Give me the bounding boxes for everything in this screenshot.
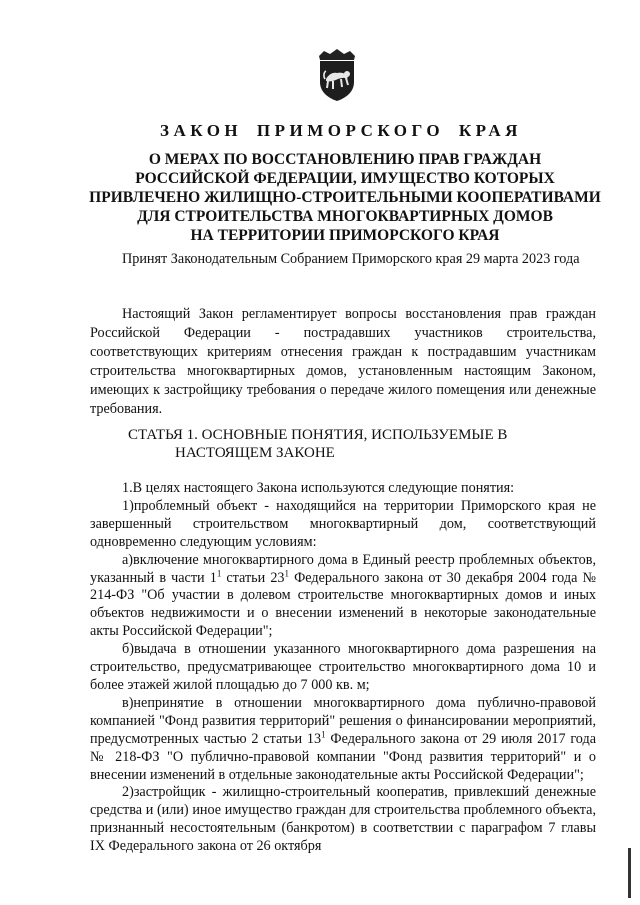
article-1-heading [128,426,528,462]
primorsky-krai-coat-of-arms-icon [316,48,358,102]
clause-1: 1.В целях настоящего Закона используются следующие понятия: [122,480,515,496]
article-1-body [90,480,596,856]
law-title: ЗАКОН ПРИМОРСКОГО КРАЯ [160,121,522,140]
subject-line: ДЛЯ СТРОИТЕЛЬСТВА МНОГОКВАРТИРНЫХ ДОМОВ [137,208,553,225]
article-heading-line: НАСТОЯЩЕМ ЗАКОНЕ [175,445,335,461]
scan-edge-mark [628,848,631,898]
clause-1-item-1-b: б)выдача в отношении указанного многоквартирного дома разрешения на строительство, предусматривающее строительство многоквартирного дома 10 и более этажей жилой площадью до 7 000 кв. м; [90,641,596,693]
clause-1-item-1-c: в)непринятие в отношении многоквартирного дома публично-правовой компанией "Фонд развития территорий" решения о финансировании мероприятий, предусмотренных частью 2 статьи $13^1$ Федерального закона от 29 июля 2017 года № 218-ФЗ "О публично-правовой компании "Фонд развития территорий" и о внесении изменений в отдельные законодательные акты Российской Федерации"; [90,694,596,783]
subject-line: РОССИЙСКОЙ ФЕДЕРАЦИИ, ИМУЩЕСТВО КОТОРЫХ [135,170,555,187]
clause-1-item-2: 2)застройщик - жилищно-строительный кооператив, привлекший денежные средства и (или) иное имущество граждан для строительства проблемного объекта, признанный несостоятельным (банкротом) в соответствии с параграфом 7 главы IX Федерального закона от 26 октября [90,784,596,855]
clause-1-item-1: 1)проблемный объект - находящийся на территории Приморского края не завершенный строительством многоквартирный дом, соответствующий одновременно следующим условиям: [90,497,596,550]
subject-line: О МЕРАХ ПО ВОССТАНОВЛЕНИЮ ПРАВ ГРАЖДАН [148,151,542,168]
adoption-statement: Принят Законодательным Собранием Приморского края 29 марта 2023 года [122,251,580,267]
subject-line: НА ТЕРРИТОРИИ ПРИМОРСКОГО КРАЯ [190,227,500,244]
clause-1-item-1-a: а)включение многоквартирного дома в Единый реестр проблемных объектов, указанный в части $1^1$ статьи $23^1$ Федерального закона от 30 декабря 2004 года № 214-ФЗ "Об участии в долевом строительстве многоквартирных домов и иных объектов недвижимости и о внесении изменений в некоторые законодательные акты Российской Федерации"; [90,551,596,640]
law-subject-title [80,150,610,245]
article-heading-line: СТАТЬЯ 1. ОСНОВНЫЕ ПОНЯТИЯ, ИСПОЛЬЗУЕМЫЕ В [128,427,508,443]
preamble: Настоящий Закон регламентирует вопросы восстановления прав граждан Российской Федерации - пострадавших участников строительства, соответствующих критериям отнесения граждан к пострадавшим участникам строительства многоквартирных домов, установленным настоящим Законом, имеющих к застройщику требования о передаче жилого помещения или денежные требования. [90,306,596,417]
subject-line: ПРИВЛЕЧЕНО ЖИЛИЩНО-СТРОИТЕЛЬНЫМИ КООПЕРАТИВАМИ [89,189,601,206]
